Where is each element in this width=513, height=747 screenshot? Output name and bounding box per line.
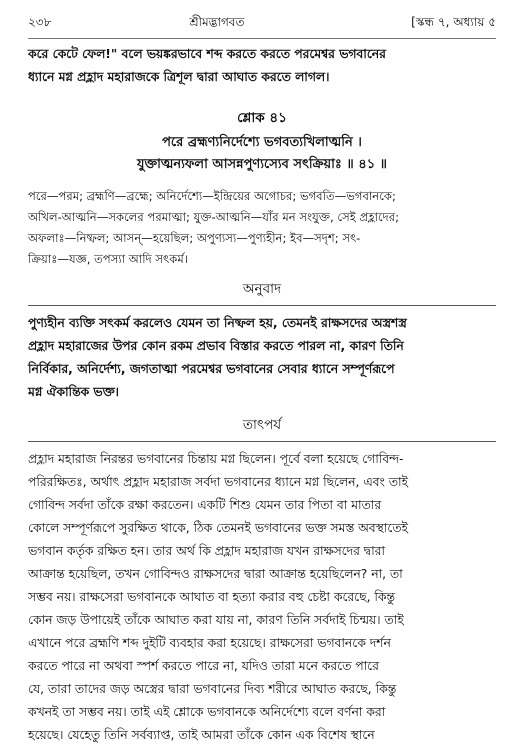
verse-line: যুক্তাত্মন্যফলা আসন্নপুণ্যস্যেব সৎক্রিয়াঃ ॥ ৪১ ॥ bbox=[136, 157, 388, 172]
purport-line: কখনই তা সম্ভব নয়। তাই এই শ্লোকে ভগবানকে অনির্দেশ্যে বলে বর্ণনা করা bbox=[28, 705, 386, 719]
header-divider bbox=[28, 38, 496, 39]
purport-line: সম্ভব নয়। রাক্ষসেরা ভগবানকে আঘাত বা হত্যা করার বহু চেষ্টা করেছে, কিন্তু bbox=[28, 590, 395, 604]
purport-divider bbox=[28, 441, 496, 442]
translation-line: পুণ্যহীন ব্যক্তি সৎকর্ম করলেও যেমন তা নিষ্ফল হয়, তেমনই রাক্ষসদের অস্ত্রশস্ত্র bbox=[28, 316, 407, 330]
translation-divider bbox=[28, 305, 496, 306]
purport-line: কোলে সম্পূর্ণরূপে সুরক্ষিত থাকে, ঠিক তেমনই ভগবানের ভক্ত সমস্ত অবস্থাতেই bbox=[28, 521, 408, 535]
verse-text bbox=[28, 132, 496, 176]
purport-line: কোন জড় উপায়েই তাঁকে আঘাত করা যায় না, কারণ তিনি সর্বদাই চিন্ময়। তাই bbox=[28, 613, 404, 627]
purport-line: পরিরক্ষিতঃ, অর্থাৎ প্রহ্লাদ মহারাজ সর্বদা ভগবানের ধ্যানে মগ্ন ছিলেন, এবং তাই bbox=[28, 475, 408, 489]
intro-line: ধ্যানে মগ্ন প্রহ্লাদ মহারাজকে ত্রিশূল দ্বারা আঘাত করতে লাগল। bbox=[28, 70, 330, 84]
synonyms-line: অফলাঃ—নিষ্ফল; আসন্—হয়েছিল; অপুণ্যস্য—পুণ্যহীন; ইব—সদৃশ; সৎ- bbox=[28, 231, 361, 245]
purport-line: এখানে পরে ব্রহ্মণি শব্দ দুইটি ব্যবহার করা হয়েছে। রাক্ষসেরা ভগবানকে দর্শন bbox=[28, 636, 391, 650]
synonyms bbox=[28, 186, 496, 270]
translation-heading: অনুবাদ bbox=[242, 281, 282, 297]
purport-line: আক্রান্ত হয়েছিল, তখন গোবিন্দও রাক্ষসদের দ্বারা আক্রান্ত হয়েছিলেন? না, তা bbox=[28, 567, 403, 581]
page-number: ২৩৮ bbox=[28, 15, 52, 29]
purport-line: হয়েছে। যেহেতু তিনি সর্বব্যাপ্ত, তাই আমরা তাঁকে কোন এক বিশেষ স্থানে bbox=[28, 728, 375, 742]
purport-line: প্রহ্লাদ মহারাজ নিরন্তর ভগবানের চিন্তায় মগ্ন ছিলেন। পূর্বে বলা হয়েছে গোবিন্দ- bbox=[28, 452, 404, 466]
purport-line: ভগবান কর্তৃক রক্ষিত হন। তার অর্থ কি প্রহ্লাদ মহারাজ যখন রাক্ষসদের দ্বারা bbox=[28, 544, 385, 558]
translation-line: নির্বিকার, অনির্দেশ্য, জগতাত্মা পরমেশ্বর ভগবানের সেবার ধ্যানে সম্পূর্ণরূপে bbox=[28, 362, 395, 376]
chapter-reference: [স্কন্ধ ৭, অধ্যায় ৫ bbox=[411, 15, 496, 29]
purport-heading: তাৎপর্য bbox=[242, 417, 282, 433]
translation-line: প্রহ্লাদ মহারাজের উপর কোন রকম প্রভাব বিস্তার করতে পারল না, কারণ তিনি bbox=[28, 339, 404, 353]
verse-line: পরে ব্রহ্মণ্যনির্দেশ্যে ভগবত্যখিলাত্মনি । bbox=[162, 135, 362, 150]
purport-line: যে, তারা তাদের জড় অস্ত্রের দ্বারা ভগবানের দিব্য শরীরে আঘাত করছে, কিন্তু bbox=[28, 682, 397, 696]
book-page bbox=[28, 14, 496, 747]
intro-line: করে কেটে ফেল!" বলে ভয়ঙ্করভাবে শব্দ করতে করতে পরমেশ্বর ভগবানের bbox=[28, 47, 386, 61]
synonyms-line: পরে—পরম; ব্রহ্মণি—ব্রহ্মে; অনির্দেশ্যে—ইন্দ্রিয়ের অগোচর; ভগবতি—ভগবানকে; bbox=[28, 189, 396, 203]
synonyms-line: ক্রিয়াঃ—যজ্ঞ, তপস্যা আদি সৎকর্ম। bbox=[28, 252, 188, 266]
purport-line: গোবিন্দ সর্বদা তাঁকে রক্ষা করতেন। একটি শিশু যেমন তার পিতা বা মাতার bbox=[28, 498, 382, 512]
purport-line: করতে পারে না অথবা স্পর্শ করতে পারে না, যদিও তারা মনে করতে পারে bbox=[28, 659, 379, 673]
intro-paragraph bbox=[28, 43, 496, 89]
book-title: শ্রীমদ্ভাগবত bbox=[189, 15, 245, 29]
verse-heading: শ্লোক ৪১ bbox=[237, 110, 287, 126]
translation bbox=[28, 312, 496, 404]
page-header bbox=[28, 14, 496, 38]
translation-line: মগ্ন ঐকান্তিক ভক্ত। bbox=[28, 385, 119, 399]
synonyms-line: অখিল-আত্মনি—সকলের পরমাত্মা; যুক্ত-আত্মনি—যাঁর মন সংযুক্ত, সেই প্রহ্লাদের; bbox=[28, 210, 400, 224]
purport bbox=[28, 448, 496, 747]
